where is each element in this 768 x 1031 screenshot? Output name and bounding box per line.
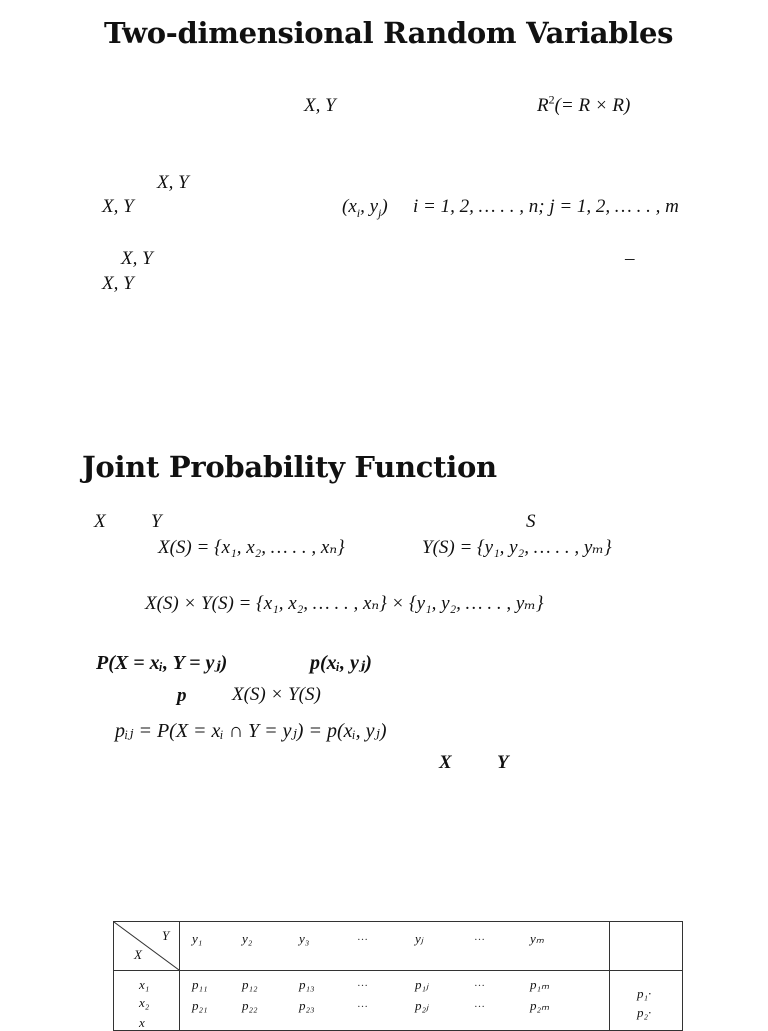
x-variable: X [94, 511, 106, 532]
col-header: … [474, 931, 485, 943]
table-header-divider [114, 970, 682, 971]
col-header: yₘ [530, 931, 544, 946]
col-header: y₃ [299, 931, 310, 946]
bold-y: Y [497, 752, 509, 773]
corner-x-label: X [134, 947, 142, 962]
p-function: p [177, 685, 187, 706]
xy-pair-4: X, Y [121, 248, 153, 269]
y-variable: Y [151, 511, 162, 532]
marginal-cell: p₂· [637, 1005, 652, 1020]
table-cell: p₂₁ [192, 998, 208, 1013]
col-header: yⱼ [415, 931, 424, 946]
r2-base: R [537, 95, 549, 116]
row-header: x [139, 1015, 145, 1030]
col-header: y₂ [242, 931, 253, 946]
table-cell: p₂₂ [242, 998, 258, 1013]
table-cell: … [357, 998, 368, 1010]
row-header: x₂ [139, 995, 150, 1010]
domain-product: X(S) × Y(S) [232, 684, 321, 705]
r2-exponent: 2 [548, 92, 555, 107]
xy-pair-3: X, Y [102, 196, 134, 217]
table-cell: p₂₃ [299, 998, 315, 1013]
y-range-set: Y(S) = {y₁, y₂, … . . , yₘ} [422, 537, 612, 558]
table-divider-right [609, 922, 610, 1030]
cartesian-product: X(S) × Y(S) = {x₁, x₂, … . . , xₙ} × {y₁, y₂, … . . , yₘ} [145, 593, 544, 614]
xy-pair-1: X, Y [304, 95, 336, 116]
corner-y-label: Y [162, 928, 170, 943]
pair-xi-yj: ($x_i$, $y_j$) [342, 196, 393, 220]
joint-pmf-notation: p(xᵢ, yⱼ) [310, 652, 372, 674]
sample-space-s: S [526, 511, 536, 532]
table-divider-left [179, 922, 180, 1030]
pij-formula: pᵢⱼ = P(X = xᵢ ∩ Y = yⱼ) = p(xᵢ, yⱼ) [115, 720, 387, 742]
r2-rest: (= R × R) [554, 95, 631, 116]
section-title-joint-probability: Joint Probability Function [82, 450, 497, 484]
section-title-random-variables: Two-dimensional Random Variables [104, 16, 674, 50]
table-cell: p₁ⱼ [415, 977, 429, 992]
corner-diagonal [114, 922, 179, 970]
table-cell: p₁ₘ [530, 977, 550, 992]
index-range: i = 1, 2, … . . , n; j = 1, 2, … . . , m [413, 196, 679, 217]
table-cell: … [474, 977, 485, 989]
row-header: x₁ [139, 977, 150, 992]
table-cell: p₁₂ [242, 977, 258, 992]
joint-probability-table [113, 921, 683, 1031]
table-cell: … [357, 977, 368, 989]
xy-pair-2: X, Y [157, 172, 189, 193]
bold-x: X [439, 752, 452, 773]
col-header: … [357, 931, 368, 943]
r2-expression [537, 92, 631, 117]
x-range-set: X(S) = {x₁, x₂, … . . , xₙ} [158, 537, 345, 558]
table-cell: … [474, 998, 485, 1010]
table-cell: p₁₁ [192, 977, 208, 992]
marginal-cell: p₁· [637, 986, 652, 1001]
table-cell: p₂ⱼ [415, 998, 429, 1013]
xy-pair-5: X, Y [102, 273, 134, 294]
col-header: y₁ [192, 931, 203, 946]
joint-prob-notation: P(X = xᵢ, Y = yⱼ) [96, 652, 228, 674]
dash-mark: – [625, 248, 635, 269]
table-cell: p₂ₘ [530, 998, 550, 1013]
table-cell: p₁₃ [299, 977, 315, 992]
